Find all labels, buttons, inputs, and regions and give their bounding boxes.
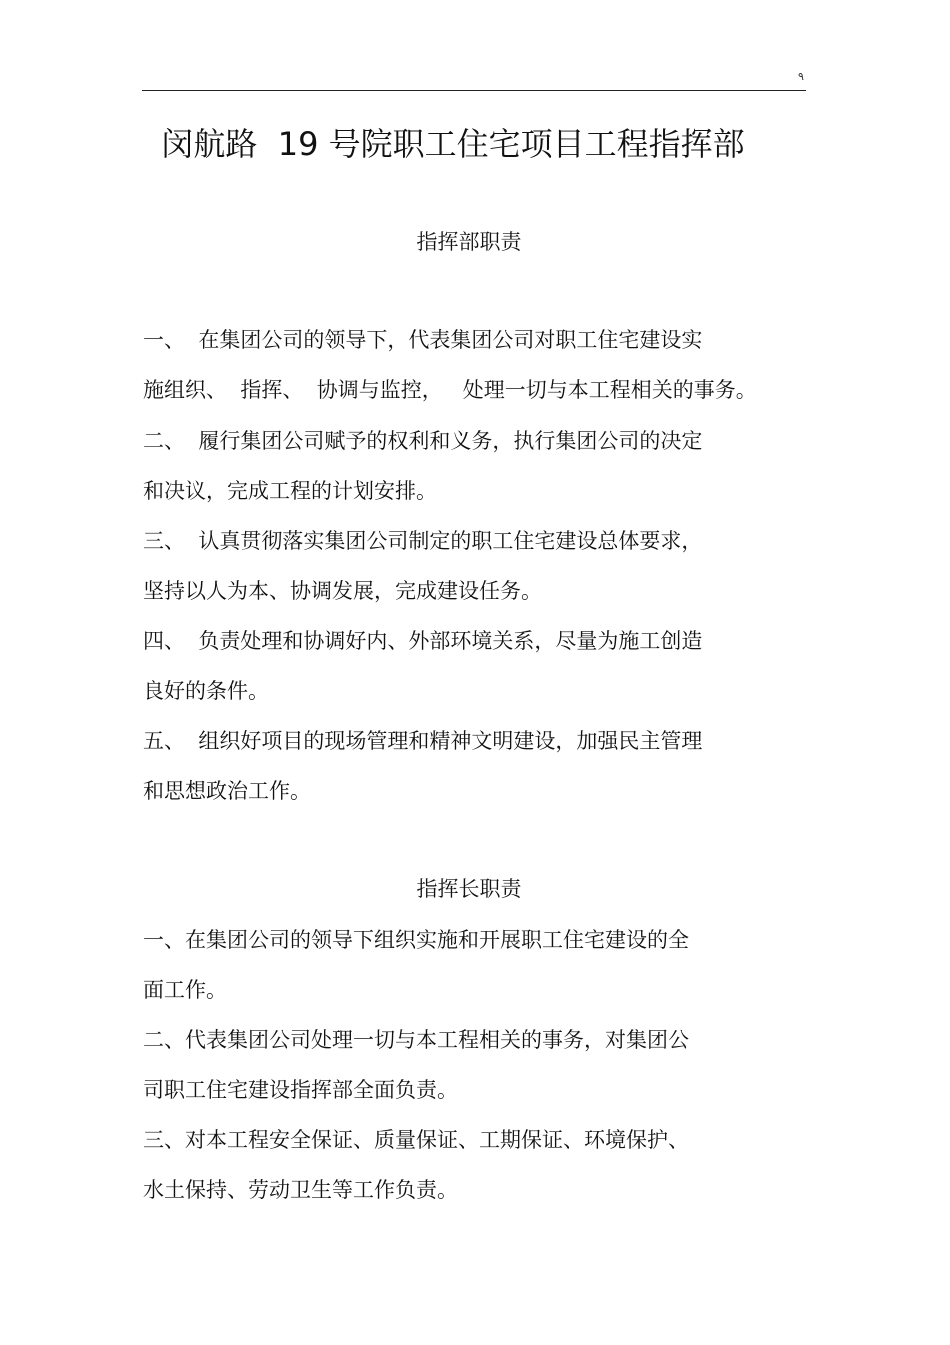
paragraph-line: 二、 履行集团公司赋予的权利和义务，执行集团公司的决定 (143, 429, 703, 453)
document-title: 闵航路 19 号院职工住宅项目工程指挥部 (161, 125, 745, 163)
paragraph-line: 良好的条件。 (143, 679, 269, 703)
page-corner-mark: ٩ (798, 70, 804, 83)
paragraph-line: 四、 负责处理和协调好内、外部环境关系，尽量为施工创造 (143, 629, 703, 653)
paragraph-line: 司职工住宅建设指挥部全面负责。 (143, 1078, 458, 1102)
paragraph-line: 坚持以人为本、协调发展，完成建设任务。 (143, 579, 542, 603)
paragraph-line: 施组织、 指挥、 协调与监控， 处理一切与本工程相关的事务。 (143, 378, 757, 402)
paragraph-line: 三、 认真贯彻落实集团公司制定的职工住宅建设总体要求， (143, 529, 703, 553)
paragraph-line: 面工作。 (143, 978, 227, 1002)
paragraph-line: 和决议，完成工程的计划安排。 (143, 479, 437, 503)
paragraph-line: 二、代表集团公司处理一切与本工程相关的事务，对集团公 (143, 1028, 689, 1052)
section-heading: 指挥部职责 (416, 230, 522, 254)
section-heading: 指挥长职责 (416, 877, 522, 901)
paragraph-line: 水土保持、劳动卫生等工作负责。 (143, 1178, 458, 1202)
paragraph-line: 一、 在集团公司的领导下，代表集团公司对职工住宅建设实 (143, 328, 703, 352)
paragraph-line: 一、在集团公司的领导下组织实施和开展职工住宅建设的全 (143, 928, 689, 952)
paragraph-line: 三、对本工程安全保证、质量保证、工期保证、环境保护、 (143, 1128, 689, 1152)
header-rule (142, 90, 806, 91)
paragraph-line: 五、 组织好项目的现场管理和精神文明建设，加强民主管理 (143, 729, 703, 753)
paragraph-line: 和思想政治工作。 (143, 779, 311, 803)
